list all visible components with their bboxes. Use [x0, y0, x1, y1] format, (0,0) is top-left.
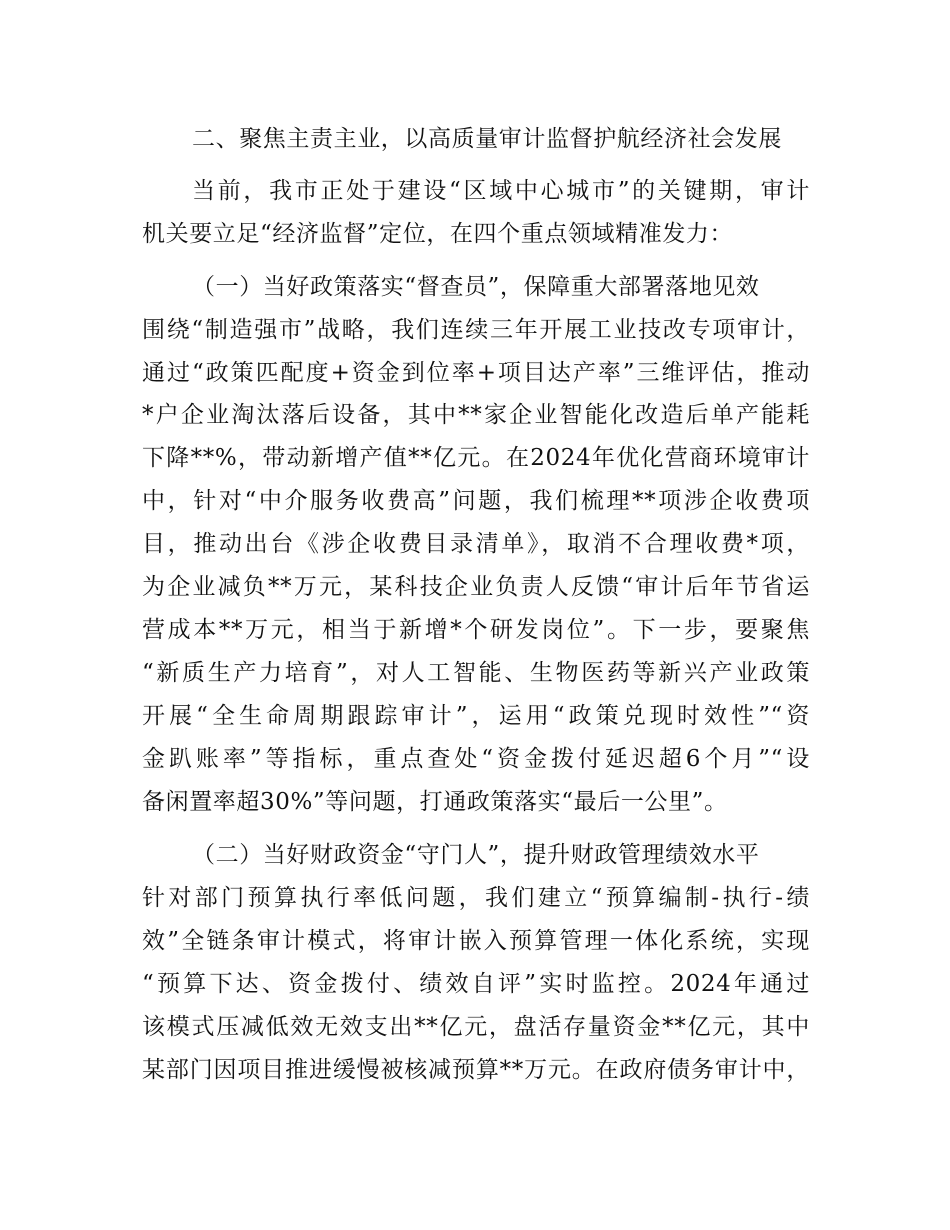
- text-line: 下降**%，带动新增产值**亿元。在2024年优化营商环境审计: [142, 445, 810, 471]
- text-line: 备闲置率超30%”等问题，打通政策落实“最后一公里”。: [142, 789, 728, 815]
- text-line: 开展“全生命周期跟踪审计”，运用“政策兑现时效性”“资: [142, 703, 810, 729]
- text-line: 通过“政策匹配度+资金到位率+项目达产率”三维评估，推动: [142, 360, 810, 386]
- text-line: 某部门因项目推进缓慢被核减预算**万元。在政府债务审计中，: [142, 1057, 810, 1083]
- text-line: “预算下达、资金拨付、绩效自评”实时监控。2024年通过: [142, 971, 810, 997]
- text-line: *户企业淘汰落后设备，其中**家企业智能化改造后单产能耗: [142, 402, 810, 428]
- text-line: 目，推动出台《涉企收费目录清单》，取消不合理收费*项，: [142, 531, 810, 557]
- text-line: 金趴账率”等指标，重点查处“资金拨付延迟超6个月”“设: [142, 746, 810, 772]
- text-line: 针对部门预算执行率低问题，我们建立“预算编制-执行-绩: [142, 885, 810, 911]
- text-line: 该模式压减低效无效支出**亿元，盘活存量资金**亿元，其中: [142, 1014, 810, 1040]
- text-line: 当前，我市正处于建设“区域中心城市”的关键期，审计: [192, 178, 810, 204]
- text-line: 围绕“制造强市”战略，我们连续三年开展工业技改专项审计，: [142, 317, 810, 343]
- text-line: 机关要立足“经济监督”定位，在四个重点领域精准发力：: [142, 221, 734, 247]
- text-line: “新质生产力培育”，对人工智能、生物医药等新兴产业政策: [142, 660, 810, 686]
- text-line: 二、聚焦主责主业，以高质量审计监督护航经济社会发展: [192, 126, 782, 152]
- text-line: （一）当好政策落实“督查员”，保障重大部署落地见效: [192, 274, 760, 300]
- text-line: 中，针对“中介服务收费高”问题，我们梳理**项涉企收费项: [142, 488, 810, 514]
- text-line: 效”全链条审计模式，将审计嵌入预算管理一体化系统，实现: [142, 928, 810, 954]
- text-line: 营成本**万元，相当于新增*个研发岗位”。下一步，要聚焦: [142, 617, 810, 643]
- text-line: 为企业减负**万元，某科技企业负责人反馈“审计后年节省运: [142, 574, 810, 600]
- text-line: （二）当好财政资金“守门人”，提升财政管理绩效水平: [192, 842, 760, 868]
